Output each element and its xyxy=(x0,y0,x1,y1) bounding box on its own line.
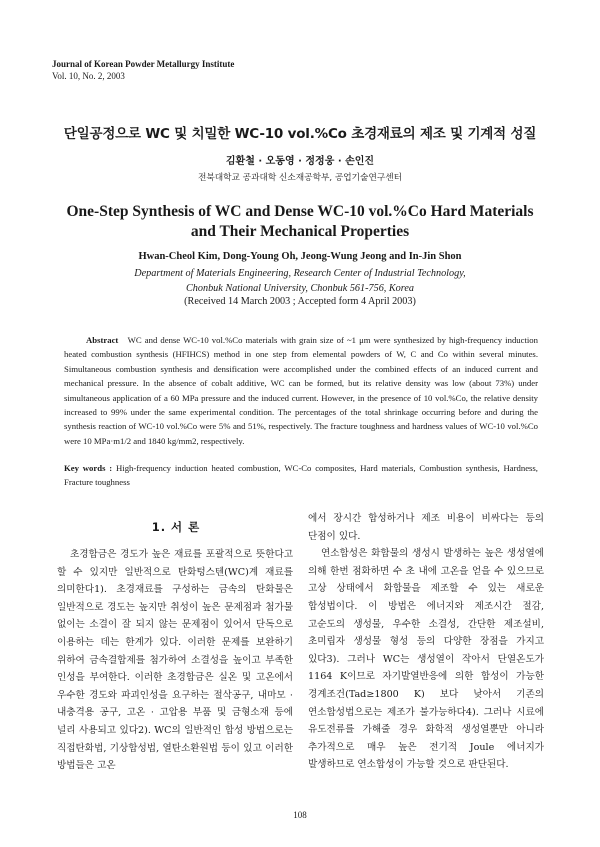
english-title-line2: and Their Mechanical Properties xyxy=(190,223,410,240)
keywords-label: Key words : xyxy=(64,463,113,473)
right-column xyxy=(308,510,544,774)
english-affiliation-line1: Department of Materials Engineering, Research Center of Industrial Technology, xyxy=(134,268,466,279)
received-dates: (Received 14 March 2003 ; Accepted form 4 April 2003) xyxy=(184,296,416,307)
left-column xyxy=(57,546,293,775)
journal-header xyxy=(52,58,234,82)
english-authors: Hwan-Cheol Kim, Dong-Young Oh, Jeong-Wung Jeong and In-Jin Shon xyxy=(138,251,462,262)
section-heading-introduction: 1. 서 론 xyxy=(151,520,201,534)
abstract xyxy=(64,333,538,448)
english-affiliation-line2: Chonbuk National University, Chonbuk 561-756, Korea xyxy=(186,282,414,294)
english-title xyxy=(0,202,600,242)
right-column-continuation: 에서 장시간 합성하거나 제조 비용이 비싸다는 등의 단점이 있다. xyxy=(308,513,544,542)
english-affiliation xyxy=(0,267,600,296)
korean-affiliation: 전북대학교 공과대학 신소재공학부, 공업기술연구센터 xyxy=(197,173,403,183)
english-title-line1: One-Step Synthesis of WC and Dense WC-10 vol.%Co Hard Materials xyxy=(66,203,534,220)
keywords xyxy=(64,461,538,490)
right-column-paragraph: 연소합성은 화합물의 생성시 발생하는 높은 생성열에 의해 한번 점화하면 수 초 내에 고온을 얻을 수 있으므로 고상 상태에서 화합물을 제조할 수 있는 새로운 합성법이다. 이 방법은 에너지와 제조시간 절감, 고순도의 생성물, 우수한 소결성, 간단한 제조설비, 초미립자 생성물 형성 등의 다양한 장점을 가지고 있다3). 그러나 WC는 생성열이 작아서 단열온도가 1164 K이므로 자기발열반응에 의한 합성이 가능한 경계조건(Tad≥1800 K) 보다 낮아서 기존의 연소합성법으로는 제조가 불가능하다4). 그러나 시료에 유도전류를 가해줄 경우 화학적 생성열뿐만 아니라 추가적으로 매우 높은 전기적 Joule 에너지가 발생하므로 연소합성이 가능할 것으로 판단된다. xyxy=(308,548,544,771)
abstract-label: Abstract xyxy=(86,335,119,345)
journal-volume: Vol. 10, No. 2, 2003 xyxy=(52,71,125,81)
journal-name: Journal of Korean Powder Metallurgy Institute xyxy=(52,59,235,69)
korean-authors: 김환철 · 오동영 · 정정웅 · 손인진 xyxy=(225,156,375,167)
page-number: 108 xyxy=(293,810,307,820)
korean-title: 단일공정으로 WC 및 치밀한 WC-10 vol.%Co 초경재료의 제조 및 기계적 성질 xyxy=(63,126,537,142)
left-column-paragraph: 초경합금은 경도가 높은 재료를 포괄적으로 뜻한다고 할 수 있지만 일반적으로 탄화텅스텐(WC)계 재료를 의미한다1). 초경재료를 구성하는 금속의 탄화물은 일반적으로 경도는 높지만 취성이 높은 문제점과 첨가물 없이는 소결이 잘 되지 않는 문제점이 있어서 단독으로 이용하는 데는 한계가 있다. 이러한 문제를 보완하기 위하여 금속결합제를 첨가하여 소결성을 높이고 부족한 인성을 부여한다. 이러한 초경합금은 실온 및 고온에서 우수한 경도와 파괴인성을 요구하는 절삭공구, 내마모 · 내충격용 공구, 고온 · 고압용 부품 및 금형소재 등에 널리 사용되고 있다2). WC의 일반적인 합성 방법으로는 직접탄화법, 기상합성법, 열탄소환원법 등이 있고 이러한 방법들은 고온 xyxy=(57,549,293,772)
abstract-text: WC and dense WC-10 vol.%Co materials with grain size of ~1 μm were synthesized by high-frequency induction heated combustion synthesis (HFIHCS) method in one step from elemental powders of W, C and Co within several minutes. Simultaneous combustion synthesis and densification were accomplished under the combined effects of an induced current and mechanical pressure. In the absence of cobalt additive, WC can be formed, but its relative density was low (about 73%) under simultaneous application of a 60 MPa pressure and the induced current. However, in the presence of 10 vol.%Co, the relative density increased to 99% under the same experimental condition. The percentages of the total shrinkage occurring before and during the synthesis reaction of WC-10 vol.%Co were 5% and 51%, respectively. The fracture toughness and hardness values of WC-10 vol.%Co were 10 MPa·m1/2 and 1840 kg/mm2, respectively. xyxy=(64,335,538,446)
keywords-text: High-frequency induction heated combustion, WC-Co composites, Hard materials, Combustion synthesis, Hardness, Fracture toughness xyxy=(64,463,538,488)
